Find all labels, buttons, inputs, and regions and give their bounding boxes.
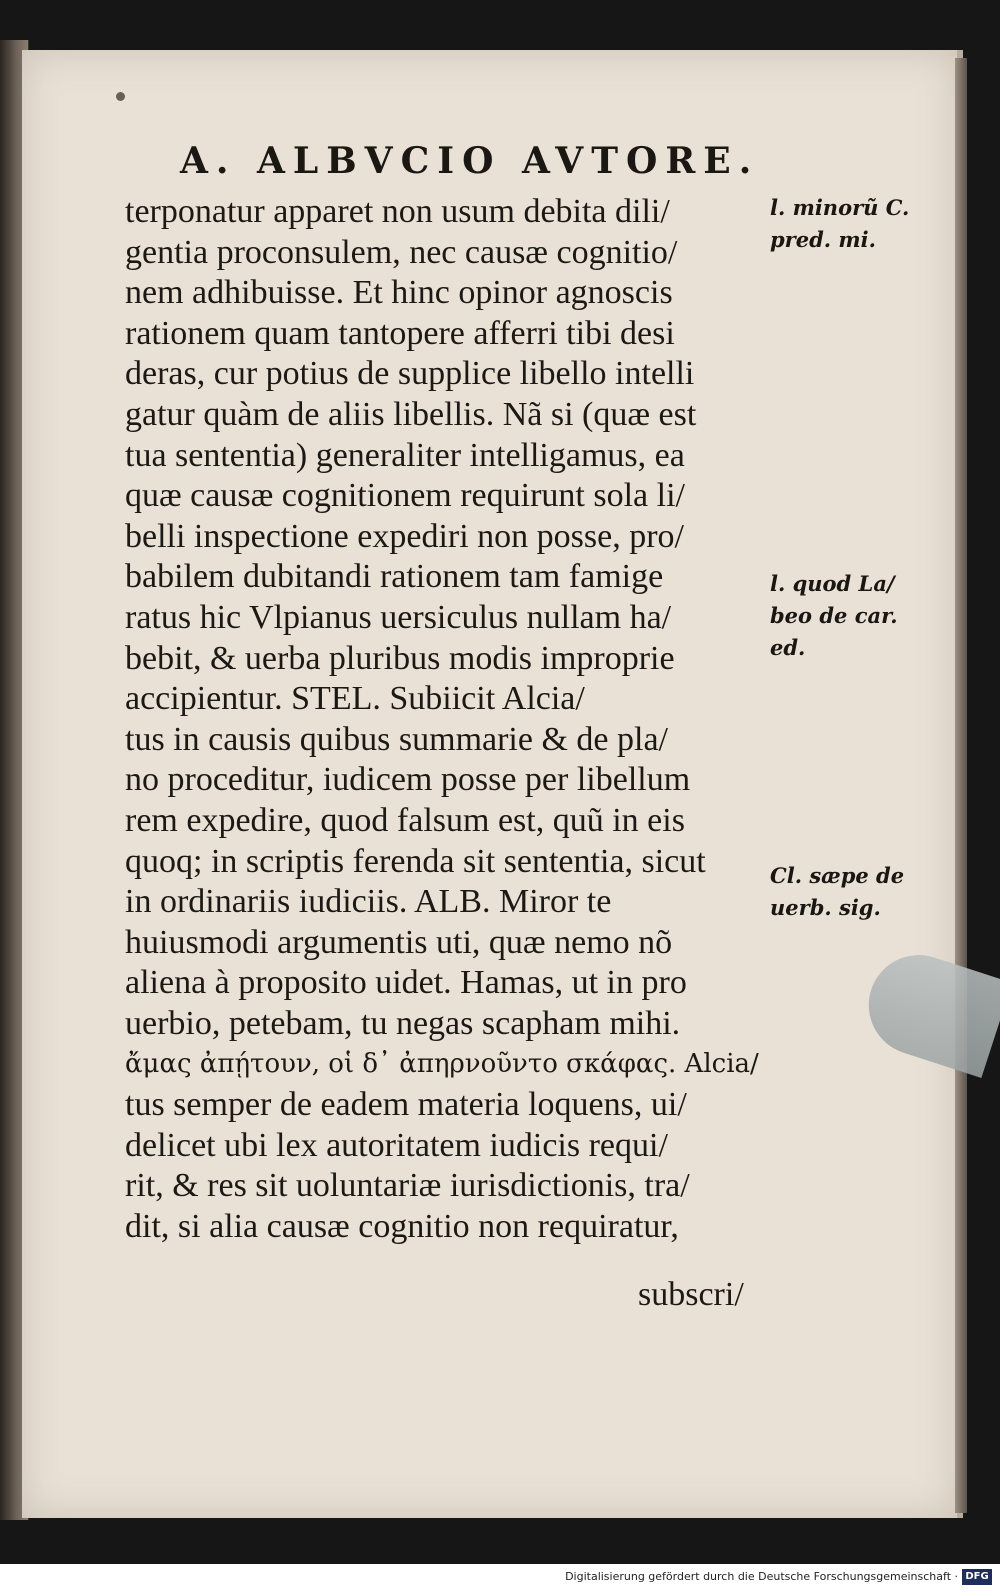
text-line: nem adhibuisse. Et hinc opinor agnoscis [125,274,673,312]
text-line: in ordinariis iudiciis. ALB. Miror te [125,883,612,921]
text-line: delicet ubi lex autoritatem iudicis requi/ [125,1126,668,1164]
text-line: quæ causæ cognitionem requirunt sola li/ [125,477,685,515]
text-line: tus in causis quibus summarie & de pla/ [125,720,668,758]
digitization-footer [0,1564,1000,1592]
margin-note-line: beo de car. [770,603,898,628]
text-line: rem expedire, quod falsum est, quũ in eis [125,801,685,839]
page-edge [955,58,967,1513]
margin-note-line: ed. [770,635,806,660]
text-line: rationem quam tantopere afferri tibi desi [125,314,675,352]
text-line: tua sententia) generaliter intelligamus, ea [125,436,685,474]
text-line: dit, si alia causæ cognitio non requiratur, [125,1207,679,1245]
text-line: huiusmodi argumentis uti, quæ nemo nõ [125,923,673,961]
margin-note-line: Cl. sæpe de [770,863,905,888]
text-line: belli inspectione expediri non posse, pro/ [125,517,684,555]
margin-note-saepe [770,860,930,924]
text-line-greek: ἄμας ἀπῄτουν, οἱ δ᾽ ἀπηρνοῦντο σκάφας. Alcia/ [125,1049,759,1080]
text-line: deras, cur potius de supplice libello intelli [125,355,695,393]
margin-note-line: pred. mi. [770,227,876,252]
text-line: accipientur. STEL. Subiicit Alcia/ [125,680,585,718]
text-line: babilem dubitandi rationem tam famige [125,558,664,596]
text-line: rit, & res sit uoluntariæ iurisdictionis, tra/ [125,1167,690,1205]
running-header: A. ALBVCIO AVTORE. [180,140,760,182]
text-line: ratus hic Vlpianus uersiculus nullam ha/ [125,598,672,636]
text-line: bebit, & uerba pluribus modis improprie [125,639,675,677]
funding-notice: Digitalisierung gefördert durch die Deutsche Forschungsgemeinschaft · [565,1570,958,1583]
margin-note-line: l. quod La/ [770,571,895,596]
text-line: uerbio, petebam, tu negas scapham mihi. [125,1004,681,1042]
catchword: subscri/ [638,1276,744,1313]
text-line: aliena à proposito uidet. Hamas, ut in pro [125,964,687,1002]
margin-note-line: l. minorũ C. [770,195,910,220]
dfg-logo: DFG [962,1569,992,1585]
text-line: quoq; in scriptis ferenda sit sententia, sicut [125,842,706,880]
margin-note-line: uerb. sig. [770,895,881,920]
text-line: gatur quàm de aliis libellis. Nã si (quæ est [125,395,697,433]
text-line: terponatur apparet non usum debita dili/ [125,193,670,230]
body-text [125,192,765,1247]
margin-note-minorum [770,192,930,256]
text-line: no proceditur, iudicem posse per libellum [125,761,691,799]
text-line: tus semper de eadem materia loquens, ui/ [125,1086,687,1124]
text-line: gentia proconsulem, nec causæ cognitio/ [125,233,678,271]
page-blemish [116,92,125,101]
margin-note-quod-labeo [770,568,930,664]
